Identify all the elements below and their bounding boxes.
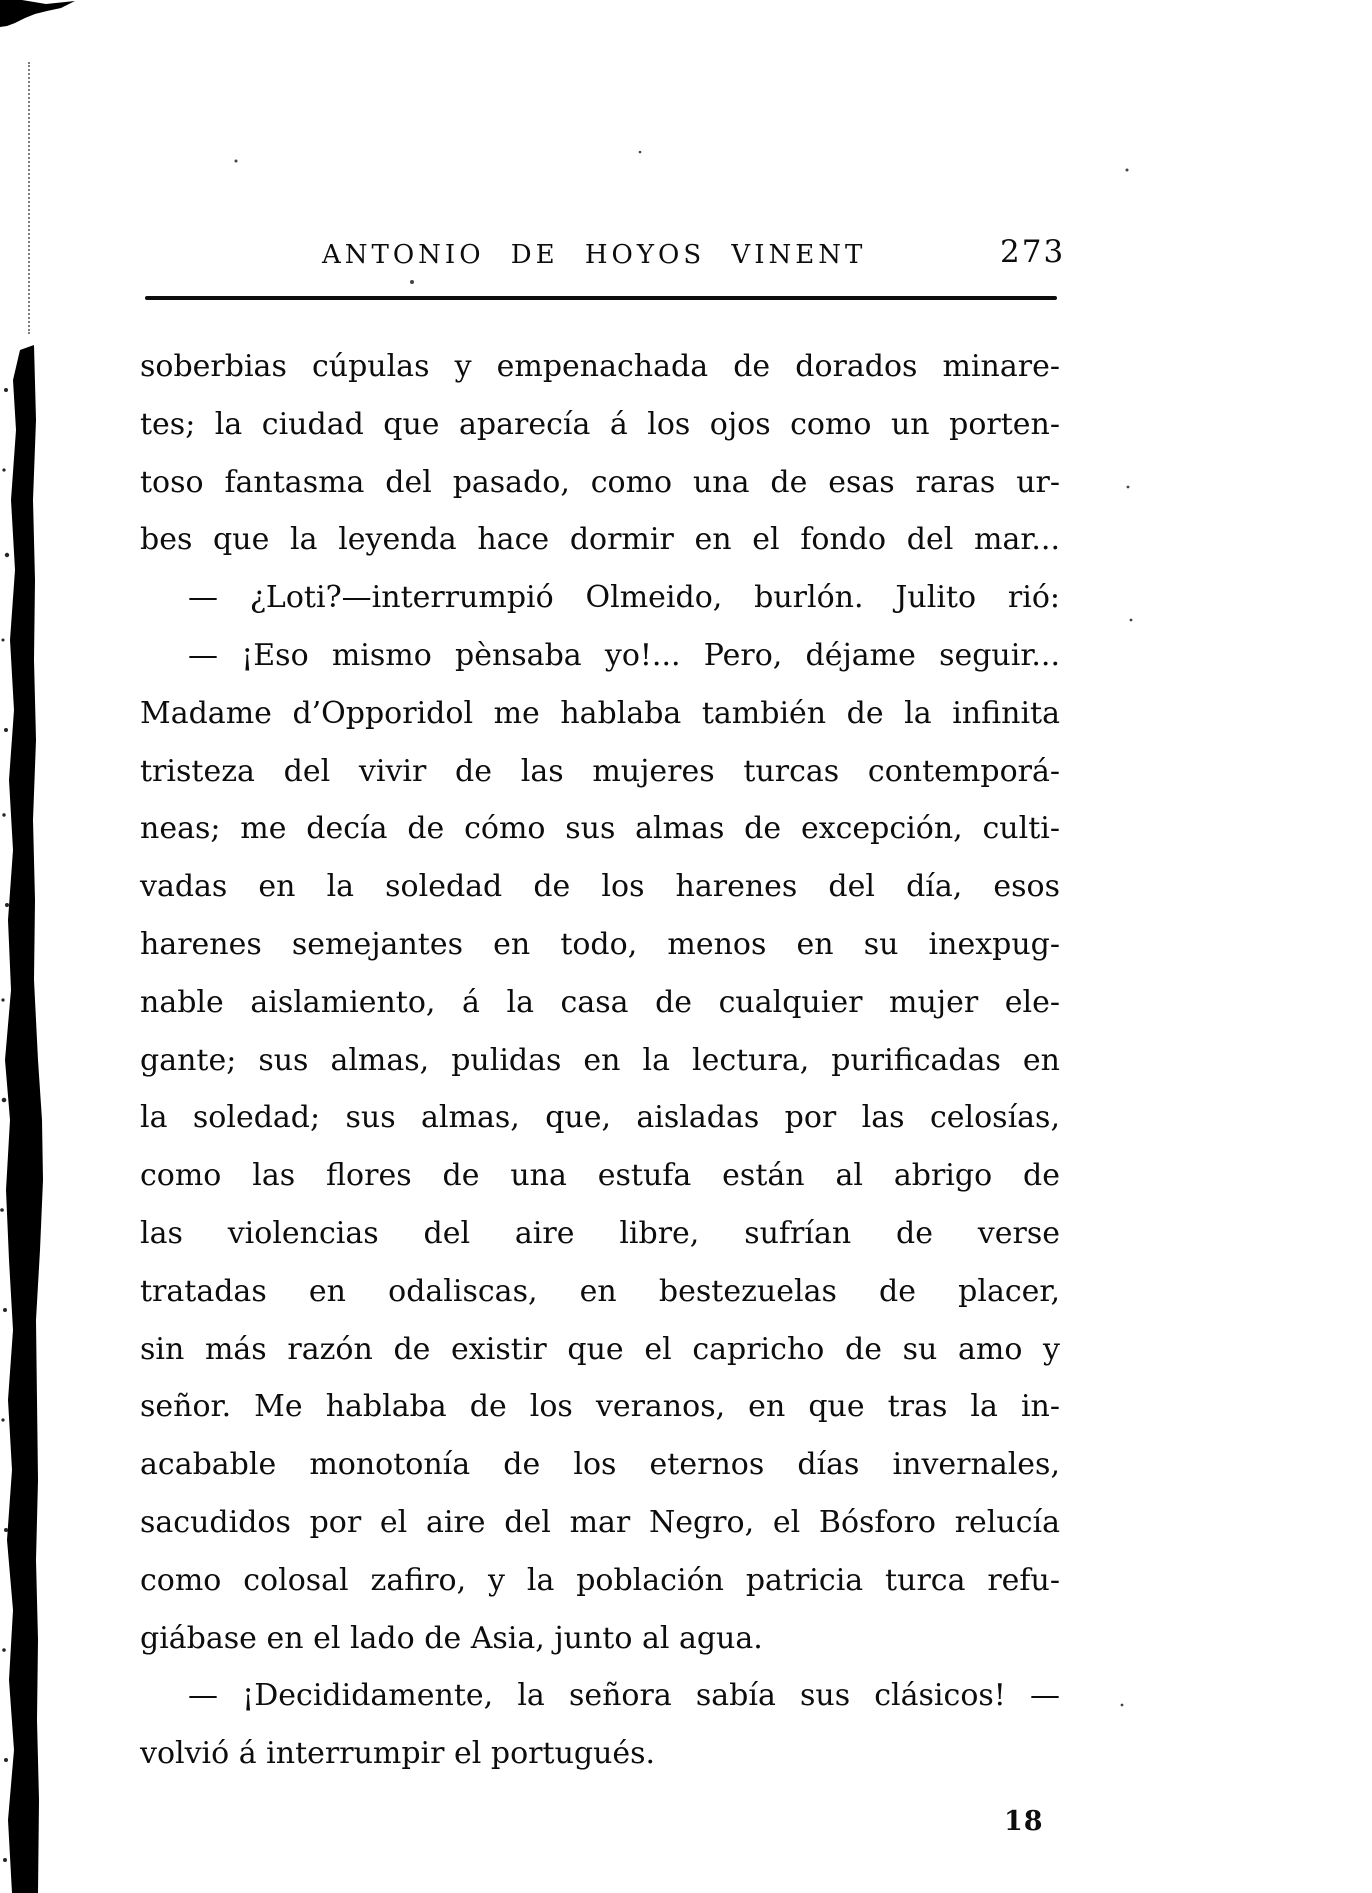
text-line: volvió á interrumpir el portugués.: [140, 1736, 656, 1772]
text-line: sin más razón de existir que el capricho de su amo y: [140, 1331, 1060, 1367]
text-line: toso fantasma del pasado, como una de esas raras ur-: [140, 464, 1060, 500]
scan-artifact-fringe: [0, 388, 9, 1862]
text-line: nable aislamiento, á la casa de cualquier mujer ele-: [140, 984, 1060, 1020]
scan-artifact-gutter: [5, 345, 43, 1893]
text-line: harenes semejantes en todo, menos en su inexpug-: [140, 926, 1060, 962]
text-line: — ¡Eso mismo pènsaba yo!... Pero, déjame seguir...: [188, 637, 1060, 673]
header-rule: [145, 296, 1057, 300]
header-page-number: 273: [1000, 234, 1066, 270]
text-line: gante; sus almas, pulidas en la lectura, purificadas en: [140, 1042, 1060, 1078]
text-line: — ¡Decididamente, la señora sabía sus clásicos! —: [188, 1678, 1060, 1714]
page-text: [140, 338, 1060, 1783]
text-line: giábase en el lado de Asia, junto al agua.: [140, 1620, 763, 1656]
text-line: acabable monotonía de los eternos días invernales,: [140, 1447, 1060, 1483]
text-line: tes; la ciudad que aparecía á los ojos como un porten-: [140, 406, 1060, 442]
text-line: sacudidos por el aire del mar Negro, el Bósforo relucía: [140, 1504, 1060, 1540]
text-line: vadas en la soledad de los harenes del día, esos: [140, 869, 1060, 905]
text-line: neas; me decía de cómo sus almas de excepción, culti-: [140, 811, 1060, 847]
header-title: ANTONIO DE HOYOS VINENT: [322, 240, 867, 270]
text-line: las violencias del aire libre, sufrían de verse: [140, 1215, 1060, 1251]
text-line: como las flores de una estufa están al abrigo de: [140, 1158, 1060, 1194]
text-line: tratadas en odaliscas, en bestezuelas de placer,: [140, 1273, 1060, 1309]
text-line: la soledad; sus almas, que, aisladas por las celosías,: [140, 1100, 1060, 1136]
text-line: — ¿Loti?—interrumpió Olmeido, burlón. Julito rió:: [188, 580, 1060, 616]
text-line: bes que la leyenda hace dormir en el fondo del mar...: [140, 522, 1060, 558]
scan-artifact-corner: [0, 0, 75, 27]
text-line: soberbias cúpulas y empenachada de dorados minare-: [140, 349, 1060, 384]
text-line: como colosal zafiro, y la población patricia turca refu-: [140, 1562, 1060, 1598]
footer-signature-number: 18: [1004, 1806, 1044, 1837]
text-line: señor. Me hablaba de los veranos, en que tras la in-: [140, 1389, 1060, 1425]
text-line: tristeza del vivir de las mujeres turcas contemporá-: [140, 753, 1060, 789]
scan-artifact-dotted-line: [28, 62, 30, 334]
text-line: Madame d’Opporidol me hablaba también de la infinita: [140, 695, 1060, 731]
